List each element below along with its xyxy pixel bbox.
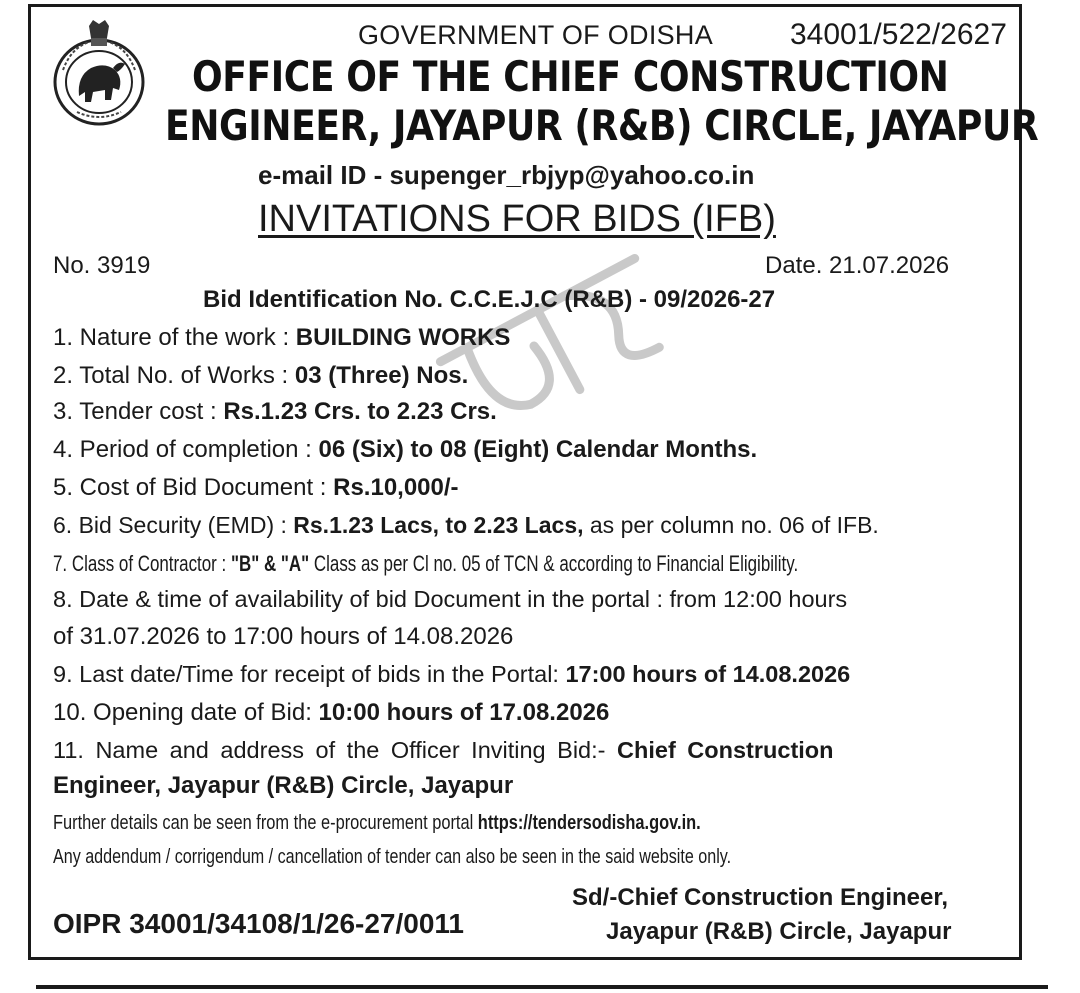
bid-identification: Bid Identification No. C.C.E.J.C (R&B) - 09/2026-27 [203,286,776,313]
notice-date: Date. 21.07.2026 [765,252,950,279]
item-last-date-receipt [53,661,850,688]
email-id: e-mail ID - supenger_rbjyp@yahoo.co.in [258,160,755,190]
item-value: BUILDING WORKS [295,324,511,351]
item-value: "B" & "A" [230,551,310,576]
item-value: Rs.1.23 Crs. to 2.23 Crs. [223,398,497,425]
item-suffix: as per column no. 06 of IFB. [583,512,879,538]
odisha-state-emblem-icon [49,18,149,130]
item-cost-of-bid-document [53,474,459,502]
office-title-line-2: ENGINEER, JAYAPUR (R&B) CIRCLE, JAYAPUR [165,101,1039,150]
signature-line-1: Sd/-Chief Construction Engineer, [572,884,949,911]
item-bid-security [53,512,879,539]
item-period-of-completion [53,436,757,464]
item-value: 03 (Three) Nos. [294,362,469,389]
item-officer-inviting-bid [53,737,834,764]
item-value: Rs.10,000/- [333,474,459,501]
notice-number: No. 3919 [53,252,151,279]
item-suffix: Class as per Cl no. 05 of TCN & according to Financial Eligibility. [309,551,799,576]
further-details [53,812,701,835]
item-availability-line-2: of 31.07.2026 to 17:00 hours of 14.08.2026 [53,623,514,650]
addendum-note: Any addendum / corrigendum / cancellation of tender can also be seen in the said website only. [53,846,732,868]
item-value: 10:00 hours of 17.08.2026 [318,699,610,726]
reference-number: 34001/522/2627 [790,18,1007,51]
portal-link[interactable]: https://tendersodisha.gov.in. [477,812,701,834]
item-class-of-contractor [53,551,798,577]
item-officer-address: Engineer, Jayapur (R&B) Circle, Jayapur [53,772,514,799]
item-label: 7. Class of Contractor : [53,551,231,576]
item-value: Rs.1.23 Lacs, to 2.23 Lacs, [293,512,584,538]
item-label: 1. Nature of the work : [53,324,296,351]
signature-line-2: Jayapur (R&B) Circle, Jayapur [606,918,952,945]
further-details-text: Further details can be seen from the e-procurement portal [53,812,478,834]
item-label: 5. Cost of Bid Document : [53,474,334,501]
item-label: 11. Name and address of the Officer Inviting Bid:- [53,737,618,763]
notice-title: INVITATIONS FOR BIDS (IFB) [258,198,776,240]
item-value: Chief Construction [617,737,834,763]
item-label: 4. Period of completion : [53,436,319,463]
item-label: 10. Opening date of Bid: [53,699,319,726]
item-availability-line-1: 8. Date & time of availability of bid Document in the portal : from 12:00 hours [53,586,848,612]
item-label: 3. Tender cost : [53,398,224,425]
bottom-divider [36,985,1048,989]
office-title-line-1: OFFICE OF THE CHIEF CONSTRUCTION [192,52,949,101]
item-total-works [53,362,468,390]
item-value: 06 (Six) to 08 (Eight) Calendar Months. [318,436,758,463]
item-nature-of-work [53,324,510,352]
item-value: 17:00 hours of 14.08.2026 [565,661,851,687]
item-label: 2. Total No. of Works : [53,362,295,389]
oipr-number: OIPR 34001/34108/1/26-27/0011 [53,908,465,939]
government-name: GOVERNMENT OF ODISHA [358,20,714,50]
item-label: 9. Last date/Time for receipt of bids in the Portal: [53,661,566,687]
item-opening-date [53,699,609,727]
item-label: 6. Bid Security (EMD) : [53,512,294,538]
item-tender-cost [53,398,497,426]
